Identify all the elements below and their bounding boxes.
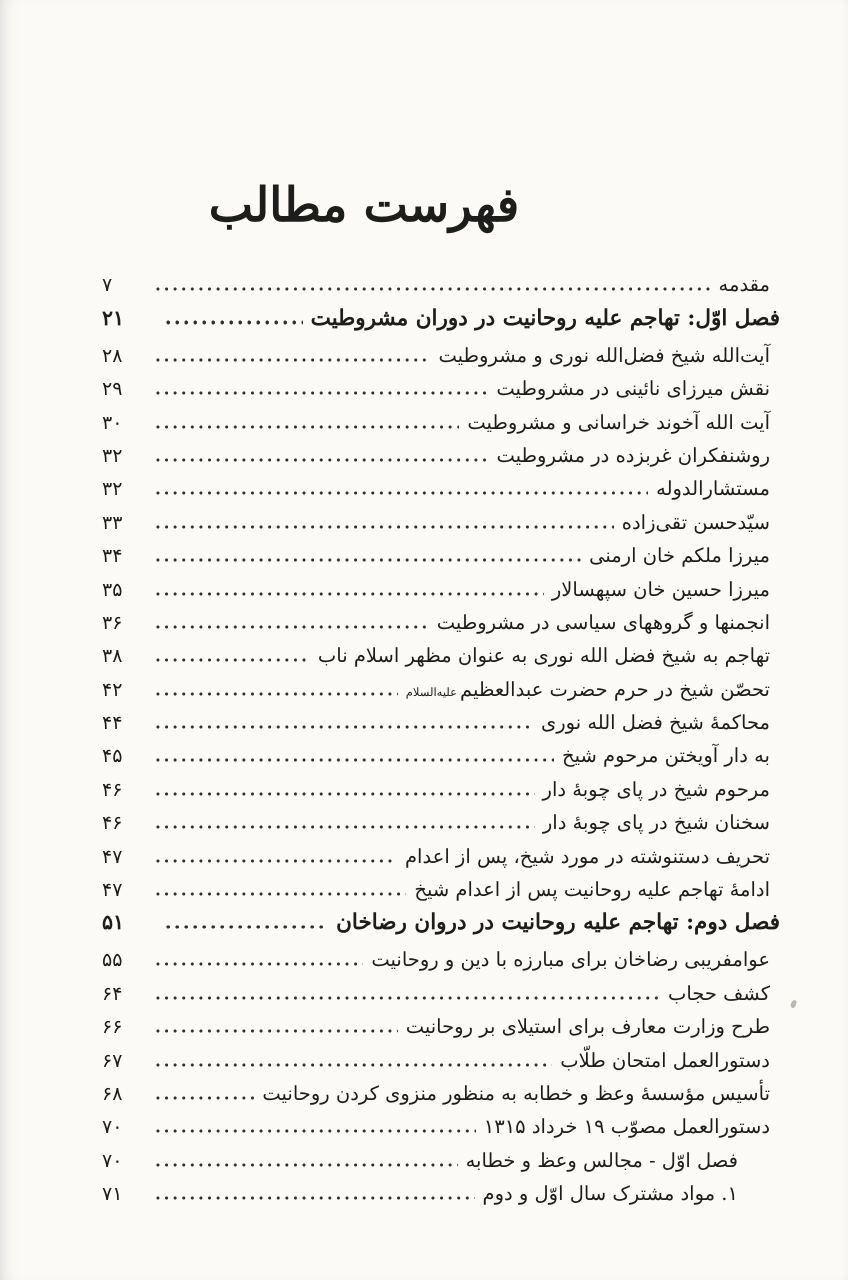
toc-entry-page: ۵۵ [102, 949, 123, 972]
toc-entry-title: مستشارالدوله [656, 477, 770, 501]
toc-entry-page: ۶۷ [102, 1049, 123, 1072]
dot-leader [156, 996, 660, 1000]
toc-entry-page: ۴۶ [102, 812, 123, 835]
toc-entry [102, 806, 770, 839]
toc-entry-page: ۶۶ [102, 1016, 123, 1039]
toc-entry [102, 977, 770, 1010]
toc-entry-page: ۷۱ [102, 1183, 123, 1206]
toc-entry-title: روشنفکران غربزده در مشروطیت [496, 443, 770, 467]
toc-entry [102, 906, 780, 943]
toc-entry [102, 539, 770, 572]
dot-leader [156, 725, 533, 729]
toc-entry-page: ۳۸ [102, 645, 123, 668]
toc-entry-title: سیّدحسن تقی‌زاده [621, 510, 770, 534]
toc-entry-title: فصل اوّل - مجالس وعظ و خطابه [465, 1148, 738, 1172]
dot-leader [156, 1096, 254, 1100]
dot-leader [156, 859, 397, 863]
toc-entry-page: ۵۱ [102, 910, 125, 935]
dot-leader [156, 458, 489, 462]
toc-entry-page: ۶۴ [102, 982, 123, 1005]
dot-leader [156, 658, 310, 662]
toc-entry-page: ۲۱ [102, 305, 125, 330]
toc-entry-page: ۷ [102, 274, 113, 297]
toc-entry [102, 773, 770, 806]
dot-leader [156, 1129, 476, 1133]
toc-entry [102, 1010, 770, 1043]
dot-leader [166, 925, 328, 930]
toc-entry [102, 1077, 770, 1110]
toc-entry [102, 840, 770, 873]
toc-entry-page: ۲۸ [102, 344, 123, 367]
toc-entry [102, 472, 770, 505]
toc-list [102, 268, 780, 1210]
toc-entry-title: میرزا حسین خان سپهسالار [551, 577, 770, 601]
toc-entry-title: تأسیس مؤسسهٔ وعظ و خطابه به منظور منزوی کردن روحانیت [262, 1081, 770, 1105]
toc-entry-title: دستورالعمل امتحان طلّاب [560, 1048, 770, 1072]
toc-entry [102, 1144, 770, 1177]
dot-leader [156, 558, 581, 562]
toc-entry-title: نقش میرزای نائینی در مشروطیت [496, 377, 770, 401]
toc-entry-title: آیت الله آخوند خراسانی و مشروطیت [467, 410, 770, 434]
toc-entry [102, 706, 770, 739]
toc-entry [102, 339, 770, 372]
dot-leader [156, 525, 614, 529]
dot-leader [156, 491, 648, 495]
dot-leader [156, 825, 535, 829]
toc-entry [102, 302, 780, 339]
toc-entry [102, 406, 770, 439]
toc-entry [102, 639, 770, 672]
toc-entry [102, 673, 770, 706]
toc-entry [102, 1177, 770, 1210]
toc-entry-title: مرحوم شیخ در پای چوبهٔ دار [542, 777, 770, 801]
dot-leader [156, 391, 488, 395]
honorific-mark: علیه‌السلام [405, 684, 457, 699]
toc-entry-title: انجمنها و گروههای سیاسی در مشروطیت [436, 610, 770, 634]
toc-entry-title: تحریف دستنوشته در مورد شیخ، پس از اعدام [404, 844, 770, 868]
toc-entry [102, 606, 770, 639]
toc-entry-title: آیت‌الله شیخ فضل‌الله نوری و مشروطیت [438, 343, 770, 367]
toc-entry [102, 268, 770, 301]
dot-leader [156, 592, 544, 596]
dot-leader [156, 792, 535, 796]
toc-entry-title: کشف حجاب [667, 981, 770, 1005]
toc-entry-page: ۳۲ [102, 478, 123, 501]
toc-entry-page: ۳۰ [102, 411, 123, 434]
dot-leader [156, 692, 398, 696]
toc-entry-title: دستورالعمل مصوّب ۱۹ خرداد ۱۳۱۵ [483, 1115, 770, 1139]
toc-entry [102, 372, 770, 405]
toc-entry-title: ادامهٔ تهاجم علیه روحانیت پس از اعدام شیخ [414, 878, 770, 902]
dot-leader [156, 287, 711, 291]
toc-entry-page: ۳۲ [102, 444, 123, 467]
toc-entry-page: ۴۵ [102, 745, 123, 768]
toc-entry-title: تحصّن شیخ در حرم حضرت عبدالعظیم [459, 677, 770, 701]
toc-entry [102, 1110, 770, 1143]
dot-leader [156, 962, 363, 966]
toc-entry [102, 873, 770, 906]
dot-leader [156, 1063, 552, 1067]
toc-entry [102, 439, 770, 472]
dot-leader [156, 1163, 458, 1167]
dot-leader [156, 1196, 475, 1200]
toc-entry-page: ۷۰ [102, 1116, 123, 1139]
toc-entry-title: محاکمهٔ شیخ فضل الله نوری [540, 711, 770, 735]
toc-entry [102, 573, 770, 606]
dot-leader [166, 320, 303, 325]
toc-entry-title: تهاجم به شیخ فضل الله نوری به عنوان مظهر اسلام ناب [317, 644, 770, 668]
toc-entry-page: ۴۴ [102, 712, 123, 735]
dot-leader [156, 358, 431, 362]
toc-entry [102, 506, 770, 539]
toc-entry-title: عوامفریبی رضاخان برای مبارزه با دین و روحانیت [371, 948, 770, 972]
toc-entry-title: ۱. مواد مشترک سال اوّل و دوم [482, 1182, 738, 1206]
toc-entry-title: سخنان شیخ در پای چوبهٔ دار [542, 811, 770, 835]
toc-entry-page: ۴۷ [102, 845, 123, 868]
toc-entry [102, 739, 770, 772]
toc-entry-title: مقدمه [718, 273, 770, 297]
toc-entry [102, 1044, 770, 1077]
toc-entry-page: ۳۶ [102, 611, 123, 634]
dot-leader [156, 758, 554, 762]
toc-entry-page: ۶۸ [102, 1082, 123, 1105]
toc-entry-title: میرزا ملکم خان ارمنی [589, 544, 770, 568]
toc-entry-page: ۳۴ [102, 545, 123, 568]
scan-artifact [790, 999, 797, 1008]
toc-entry-page: ۲۹ [102, 378, 123, 401]
toc-entry-title: فصل اوّل: تهاجم علیه روحانیت در دوران مشروطیت [310, 305, 780, 331]
toc-entry-title: طرح وزارت معارف برای استیلای بر روحانیت [405, 1015, 770, 1039]
toc-entry-title: فصل دوم: تهاجم علیه روحانیت در دروان رضاخان [336, 910, 780, 936]
toc-entry-page: ۴۶ [102, 778, 123, 801]
dot-leader [156, 892, 406, 896]
page-title: فهرست مطالب [208, 178, 520, 233]
toc-entry-title: به دار آویختن مرحوم شیخ [562, 744, 770, 768]
dot-leader [156, 625, 429, 629]
dot-leader [156, 425, 459, 429]
toc-entry-page: ۳۵ [102, 578, 123, 601]
toc-entry-page: ۴۷ [102, 879, 123, 902]
toc-entry [102, 943, 770, 976]
toc-entry-page: ۷۰ [102, 1149, 123, 1172]
dot-leader [156, 1029, 398, 1033]
toc-entry-page: ۳۳ [102, 511, 123, 534]
toc-entry-page: ۴۲ [102, 678, 123, 701]
